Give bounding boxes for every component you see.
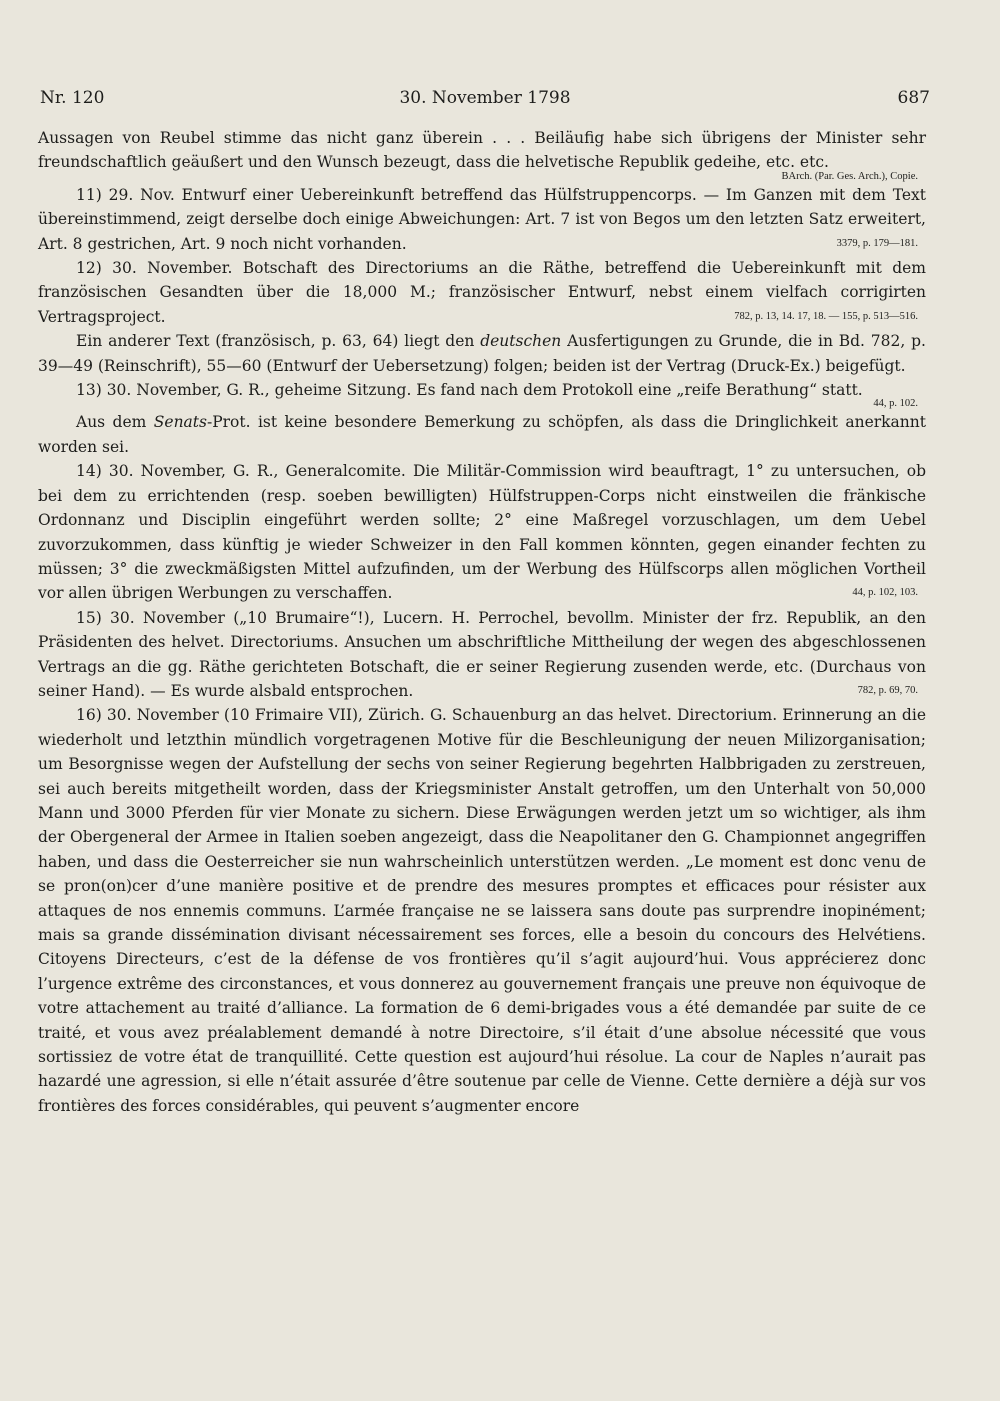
entry-12-reference: 782, p. 13, 14. 17, 18. — 155, p. 513—516. [734, 310, 918, 322]
document-number: Nr. 120 [40, 88, 105, 108]
paragraph-aussagen: Aussagen von Reubel stimme das nicht ganz überein . . . Beiläufig habe sich übrigens der Minister sehr freundschaftlich geäußert und den Wunsch bezeugt, dass die helvetische Republik gedeihe, etc. etc. [38, 129, 926, 172]
entry-14 [38, 459, 926, 605]
paragraph-anderer-text: Ein anderer Text (französisch, p. 63, 64) liegt den deutschen Ausfertigungen zu Grunde, die in Bd. 782, p. 39—49 (Reinschrift), 55—60 (Entwurf der Uebersetzung) folgen; beiden ist der Vertrag (Druck-Ex.) beigefügt. [38, 332, 926, 375]
page-header [40, 88, 930, 114]
entry-15 [38, 606, 926, 704]
page-number: 687 [897, 88, 930, 108]
entry-15-text: 15) 30. November („10 Brumaire“!), Lucern. H. Perrochel, bevollm. Minister der frz. Republik, an den Präsidenten des helvet. Directoriums. Ansuchen um abschriftliche Mittheilung der wegen des abgeschlossenen Vertrags an die gg. Räthe gerichteten Botschaft, die er seiner Regierung zusenden werde, etc. (Durchaus von seiner Hand). — Es wurde alsbald entsprochen. [38, 608, 926, 700]
entry-12-text: 12) 30. November. Botschaft des Directoriums an die Räthe, betreffend die Uebereinkunft mit dem französischen Gesandten über die 18,000 M.; französischer Entwurf, nebst einem vielfach corrigirten Vertragsproject. [38, 259, 926, 326]
emphasis-deutschen: deutschen [480, 332, 562, 351]
entry-14-text: 14) 30. November, G. R., Generalcomite. Die Militär-Commission wird beauftragt, 1° zu untersuchen, ob bei dem zu errichtenden (resp. soeben bewilligten) Hülfstruppen-Corps nicht einstweilen die fränkische Ordonnanz und Disciplin eingeführt werden sollte; 2° eine Maßregel vorzuschlagen, um dem Uebel zuvorzukommen, dass künftig je wieder Schweizer in den Fall kommen könnten, gegen einander fechten zu müssen; 3° die zweckmäßigsten Mittel aufzufinden, um der Werbung des Hülfscorps allen möglichen Vortheil vor allen übrigen Werbungen zu verschaffen. [38, 462, 926, 603]
entry-11-text: 11) 29. Nov. Entwurf einer Uebereinkunft betreffend das Hülfstruppencorps. — Im Ganzen mit dem Text übereinstimmend, zeigt derselbe doch einige Abweichungen: Art. 7 ist von Begos um den letzten Satz erweitert, Art. 8 gestrichen, Art. 9 noch nicht vorhanden. [38, 185, 926, 253]
archive-reference: BArch. (Par. Ges. Arch.), Copie. [781, 170, 918, 182]
entry-14-reference: 44, p. 102, 103. [852, 587, 918, 599]
entry-15-reference: 782, p. 69, 70. [857, 684, 918, 696]
entry-13-reference: 44, p. 102. [873, 398, 918, 410]
document-body [38, 126, 926, 1118]
page-date-heading: 30. November 1798 [399, 88, 571, 108]
entry-12 [38, 256, 926, 329]
paragraph-senats-prot: Aus dem Senats-Prot. ist keine besondere Bemerkung zu schöpfen, als dass die Dringlichkeit anerkannt worden sei. [38, 413, 926, 456]
entry-11 [38, 183, 926, 256]
entry-13-text: 13) 30. November, G. R., geheime Sitzung. Es fand nach dem Protokoll eine „reife Berathung“ statt. [76, 381, 863, 400]
entry-16-text: 16) 30. November (10 Frimaire VII), Zürich. G. Schauenburg an das helvet. Directorium. Erinnerung an die wiederholt und letzthin mündlich vorgetragenen Motive für die Beschleunigung der neuen Milizorganisation; um Besorgnisse wegen der Aufstellung der sechs von seiner Regierung begehrten Halbbrigaden zu zerstreuen, sei auch bereits mitgetheilt worden, dass der Kriegsminister Anstalt getroffen, um den Unterhalt von 50,000 Mann und 3000 Pferden für vier Monate zu sichern. Diese Erwägungen werden jetzt um so wichtiger, als ihm der Obergeneral der Armee in Italien soeben angezeigt, dass die Neapolitaner den G. Championnet angegriffen haben, und dass die Oesterreicher sie nun wahrscheinlich unterstützen werden. „Le moment est donc venu de se pron(on)cer d’une manière positive et de prendre des mesures promptes et efficaces pour résister aux attaques de nos ennemis communs. L’armée française ne se laissera sans doute pas surprendre inopinément; mais sa grande dissémination divisant nécessairement ses forces, elle a besoin du concours des Helvétiens. Citoyens Directeurs, c’est de la défense de vos frontières qu’il s’agit aujourd’hui. Vous apprécierez donc l’urgence extrême des circonstances, et vous donnerez au gouvernement français une preuve non équivoque de votre attachement au traité d’alliance. La formation de 6 demi-brigades vous a été demandée par suite de ce traité, et vous avez préalablement demandé à notre Directoire, s’il était d’une absolue nécessité que vous sortissiez de votre état de tranquillité. Cette question est aujourd’hui résolue. La cour de Naples n’aurait pas hazardé une agression, si elle n’était assurée d’être soutenue par celle de Vienne. Cette dernière a déjà sur vos frontières des forces considérables, qui peuvent s’augmenter encore [38, 706, 926, 1115]
emphasis-senats: Senats [153, 413, 207, 432]
entry-11-reference: 3379, p. 179—181. [836, 237, 918, 249]
